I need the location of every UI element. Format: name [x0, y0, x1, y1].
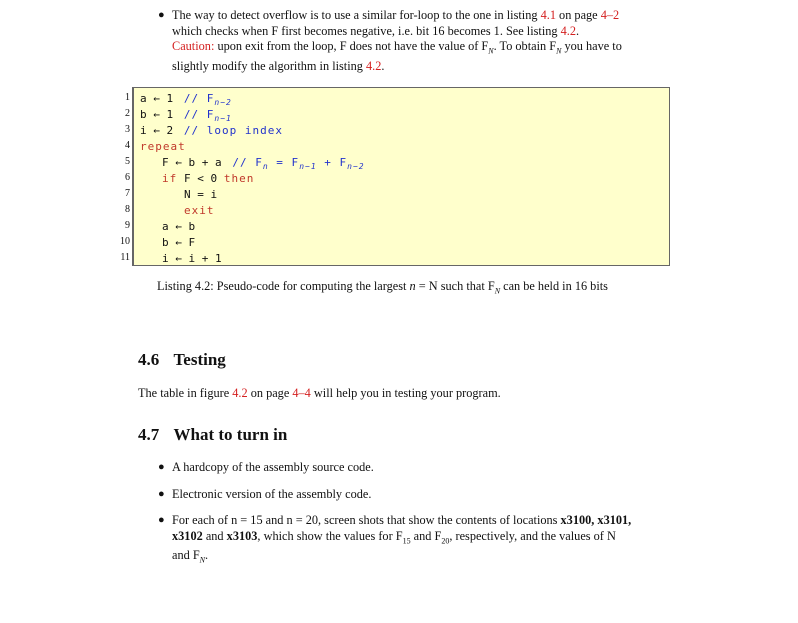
code-line: [162, 171, 254, 187]
code-line: [184, 187, 217, 203]
code-keyword: if: [162, 172, 178, 185]
memory-location: x3102: [172, 528, 203, 543]
text-span: slightly modify the algorithm in listing: [172, 58, 363, 73]
code-text: F < 0: [184, 172, 218, 185]
line-number: 5: [125, 156, 130, 167]
text-span: The table in figure: [138, 386, 230, 400]
text-span: upon exit from the loop, F does not have the value of F: [217, 39, 489, 53]
text-span: on page: [559, 8, 598, 22]
code-comment: + F: [316, 156, 348, 169]
section-heading-testing: [138, 350, 226, 370]
code-text: a ← 1: [140, 92, 174, 105]
line-number: 2: [125, 108, 130, 119]
line-number: 8: [125, 204, 130, 215]
line-number: 11: [120, 252, 130, 263]
code-text: i ← i + 1: [162, 252, 222, 265]
code-text: F ← b + a: [162, 156, 222, 169]
turnin-item: [172, 513, 672, 568]
section-number: 4.6: [138, 350, 160, 369]
subscript: N: [199, 555, 206, 565]
memory-location: x3100, x3101,: [560, 513, 632, 527]
code-keyword: then: [223, 172, 255, 185]
code-keyword: exit: [184, 204, 215, 217]
code-comment: // F: [183, 108, 215, 121]
line-number: 6: [125, 172, 130, 183]
text-span: . To obtain F: [493, 39, 557, 53]
line-number: 4: [125, 140, 130, 151]
code-comment: // loop index: [183, 124, 283, 137]
line-number: 10: [120, 236, 130, 247]
figure-ref-link[interactable]: 4.2: [232, 386, 248, 400]
caption-text: Listing 4.2: Pseudo-code for computing the largest: [157, 279, 407, 293]
turnin-item: A hardcopy of the assembly source code.: [172, 460, 374, 474]
text-span: which checks when F first becomes negative, i.e. bit 16 becomes 1. See listing: [172, 23, 558, 38]
caption-text: = N such that F: [418, 279, 495, 293]
overflow-paragraph: The way to detect overflow is to use a similar for-loop to the one in listing 4.1 on page 4–2 which checks when F first becomes negative, i.e. bit 16 becomes 1. See listing 4.2. Caution: upon exit from the loop, F does not have the value of $F_N$. To obtain $F_N$ you have to slightly modify the algorithm in listing 4.2.: [172, 8, 622, 73]
text-span: and F: [172, 548, 200, 563]
section-heading-turnin: [138, 425, 287, 445]
text-span: The way to detect overflow is to use a similar for-loop to the one in listing: [172, 8, 538, 22]
bullet-dot: ●: [158, 514, 165, 526]
code-comment: // F: [232, 156, 263, 169]
code-comment: = F: [268, 156, 300, 169]
text-span: you have to: [564, 39, 622, 53]
text-span: .: [381, 58, 385, 73]
listing-caption: [157, 279, 608, 299]
code-line: [162, 235, 195, 251]
subscript: n−2: [347, 162, 365, 172]
bullet-dot: ●: [158, 461, 165, 473]
subscript: 15: [402, 535, 411, 545]
section-title: Testing: [173, 350, 226, 369]
testing-paragraph: [138, 386, 501, 402]
subscript: n−1: [214, 114, 232, 124]
code-line: [162, 219, 195, 235]
text-span: n = 15 and n = 20, screen shots that show the contents of locations: [231, 513, 558, 527]
code-keyword: repeat: [140, 140, 186, 153]
code-listing: [133, 87, 670, 266]
subscript: N: [556, 46, 562, 56]
subscript: N: [488, 46, 494, 56]
code-text: a ← b: [162, 220, 196, 233]
listing-ref-link[interactable]: 4.2: [560, 23, 577, 38]
line-number: 9: [125, 220, 130, 231]
subscript: 20: [441, 535, 450, 545]
text-span: and F: [413, 528, 442, 543]
code-text: b ← F: [162, 236, 196, 249]
code-line: [140, 123, 283, 139]
section-number: 4.7: [138, 425, 160, 444]
subscript: N: [494, 286, 501, 296]
line-number: 1: [125, 92, 130, 103]
bullet-dot: ●: [158, 488, 165, 500]
page-ref-link[interactable]: 4–2: [600, 8, 620, 22]
text-span: For each of: [172, 513, 228, 527]
line-number-gutter: [118, 87, 133, 266]
code-line: [140, 139, 186, 155]
code-text: N = i: [184, 188, 218, 201]
listing-ref-link[interactable]: 4.2: [366, 58, 382, 73]
line-number: 7: [125, 188, 130, 199]
text-span: , which show the values for F: [257, 528, 403, 543]
caption-text: n: [409, 279, 416, 293]
caution-label: Caution:: [172, 39, 215, 53]
code-text: b ← 1: [140, 108, 174, 121]
code-text: i ← 2: [140, 124, 174, 137]
code-comment: // F: [183, 92, 215, 105]
line-number: 3: [125, 124, 130, 135]
subscript: n−1: [299, 162, 317, 172]
subscript: n−2: [214, 98, 232, 108]
text-span: , respectively, and the values of N: [449, 528, 616, 543]
text-span: and: [205, 528, 224, 543]
text-span: .: [205, 548, 209, 563]
text-span: will help you in testing your program.: [313, 386, 501, 400]
code-line: [162, 251, 222, 267]
memory-location: x3103: [226, 528, 258, 543]
caption-text: can be held in 16 bits: [503, 279, 608, 293]
page-ref-link[interactable]: 4–4: [292, 386, 311, 400]
text-span: on page: [250, 386, 290, 400]
section-title: What to turn in: [173, 425, 288, 444]
listing-ref-link[interactable]: 4.1: [540, 8, 556, 22]
subscript: n: [262, 162, 269, 172]
bullet-dot: ●: [158, 9, 165, 21]
code-line: [184, 203, 215, 219]
turnin-item: Electronic version of the assembly code.: [172, 487, 372, 501]
